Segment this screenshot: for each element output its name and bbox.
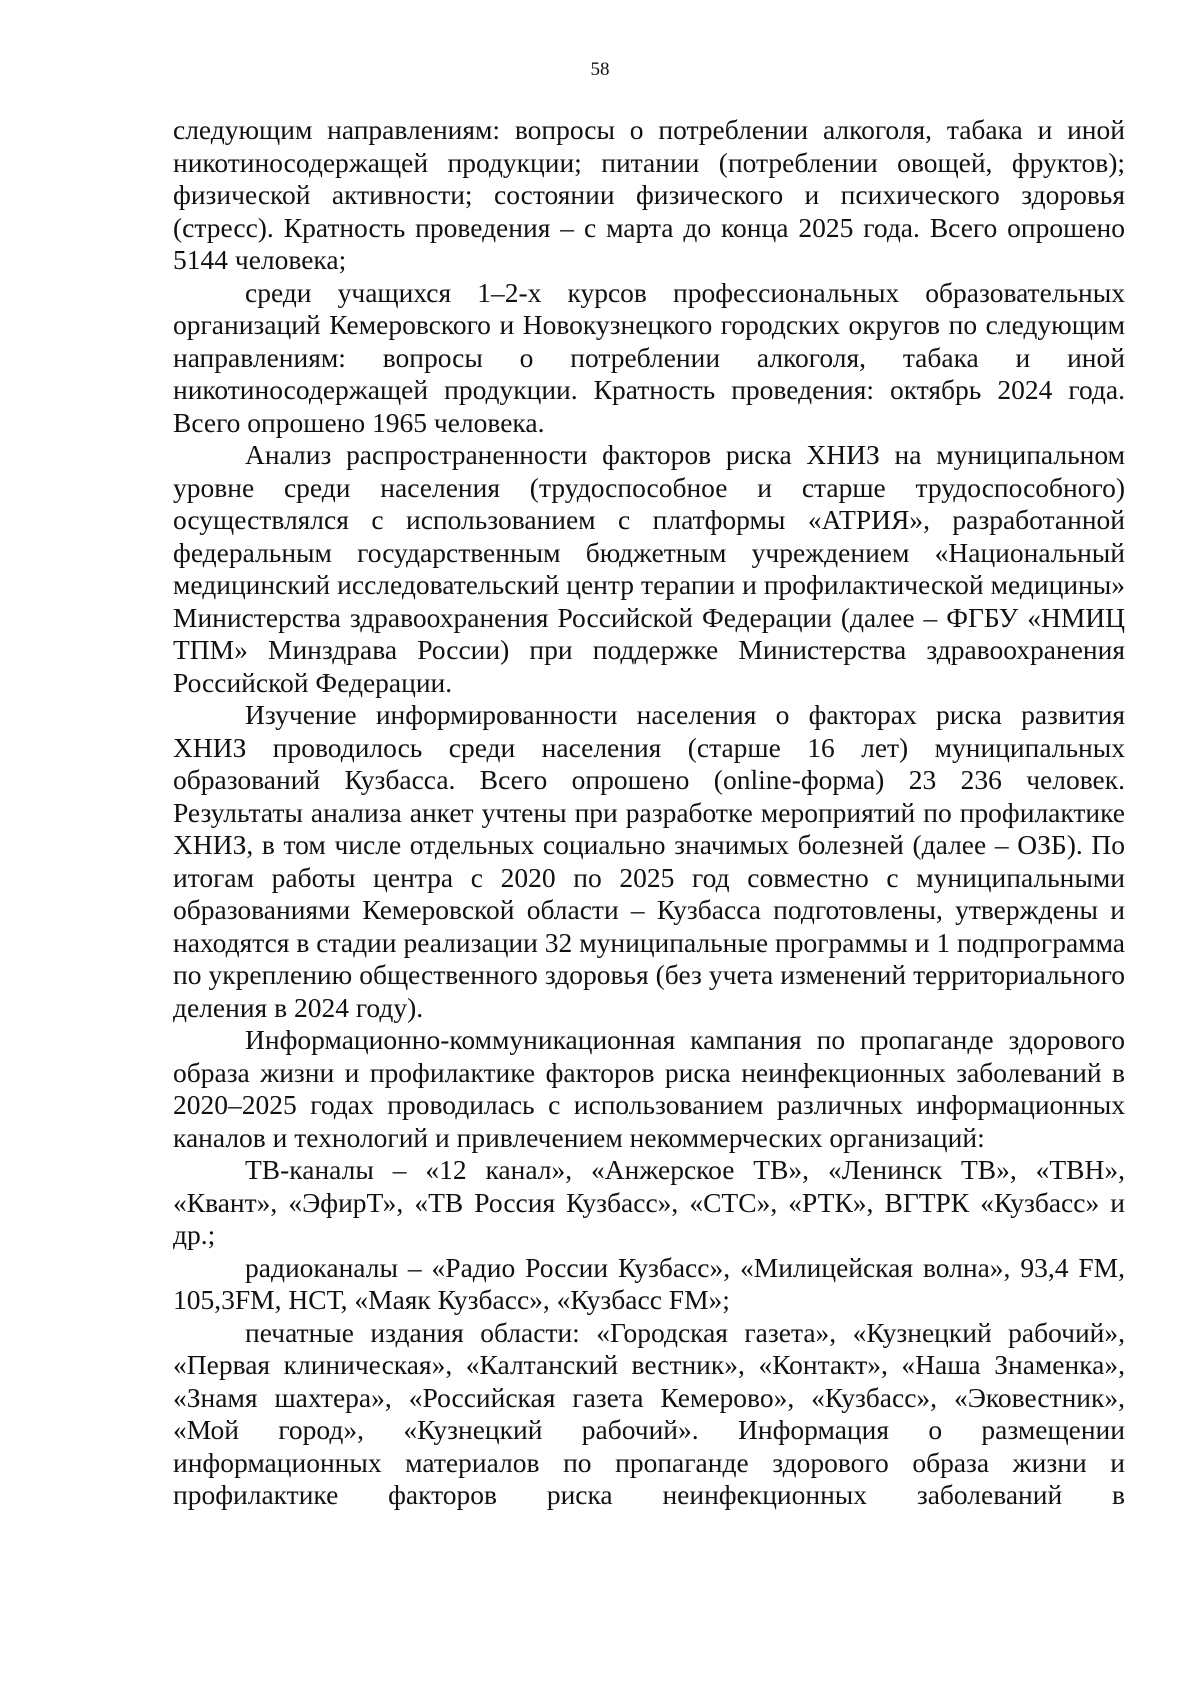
paragraph-radio-channels: радиоканалы – «Радио России Кузбасс», «Милицейская волна», 93,4 FM, 105,3FM, НСТ, «Маяк Кузбасс», «Кузбасс FM»;: [173, 1251, 1125, 1315]
paragraph-awareness-study: Изучение информированности населения о факторах риска развития ХНИЗ проводилось среди населения (старше 16 лет) муниципальных образований Кузбасса. Всего опрошено (online-форма) 23 236 человек. Результаты анализа анкет учтены при разработке мероприятий по профилактике ХНИЗ, в том числе отдельных социально значимых болезней (далее – ОЗБ). По итогам работы центра с 2020 по 2025 год совместно с муниципальными образованиями Кемеровской области – Кузбасса подготовлены, утверждены и находятся в стадии реализации 32 муниципальные программы и 1 подпрограмма по укреплению общественного здоровья (без учета изменений территориального деления в 2024 году).: [173, 699, 1125, 1023]
paragraph-print-media: печатные издания области: «Городская газета», «Кузнецкий рабочий», «Первая клиническая», «Калтанский вестник», «Контакт», «Наша Знаменка», «Знамя шахтера», «Российская газета Кемерово», «Кузбасс», «Эковестник», «Мой город», «Кузнецкий рабочий». Информация о размещении информационных материалов по пропаганде здорового образа жизни и профилактике факторов риска неинфекционных заболеваний в: [173, 1316, 1125, 1510]
paragraph-atria-platform-analysis: Анализ распространенности факторов риска ХНИЗ на муниципальном уровне среди населения (трудоспособное и старше трудоспособного) осуществлялся с использованием с платформы «АТРИЯ», разработанной федеральным государственным бюджетным учреждением «Национальный медицинский исследовательский центр терапии и профилактической медицины» Министерства здравоохранения Российской Федерации (далее – ФГБУ «НМИЦ ТПМ» Минздрава России) при поддержке Министерства здравоохранения Российской Федерации.: [173, 439, 1125, 698]
body-text: [173, 114, 1125, 1512]
paragraph-information-campaign: Информационно-коммуникационная кампания по пропаганде здорового образа жизни и профилактике факторов риска неинфекционных заболеваний в 2020–2025 годах проводилась с использованием различных информационных каналов и технологий и привлечением некоммерческих организаций:: [173, 1024, 1125, 1153]
paragraph-tv-channels: ТВ-каналы – «12 канал», «Анжерское ТВ», «Ленинск ТВ», «ТВН», «Квант», «ЭфирТ», «ТВ Россия Кузбасс», «СТС», «РТК», ВГТРК «Кузбасс» и др.;: [173, 1154, 1125, 1250]
paragraph-college-students-survey: среди учащихся 1–2-х курсов профессиональных образовательных организаций Кемеровского и Новокузнецкого городских округов по следующим направлениям: вопросы о потреблении алкоголя, табака и иной никотиносодержащей продукции. Кратность проведения: октябрь 2024 года. Всего опрошено 1965 человека.: [173, 276, 1125, 438]
page-number: 58: [590, 59, 610, 80]
paragraph-survey-directions-continued: следующим направлениям: вопросы о потреблении алкоголя, табака и иной никотиносодержащей продукции; питании (потреблении овощей, фруктов); физической активности; состоянии физического и психического здоровья (стресс). Кратность проведения – с марта до конца 2025 года. Всего опрошено 5144 человека;: [173, 114, 1125, 275]
